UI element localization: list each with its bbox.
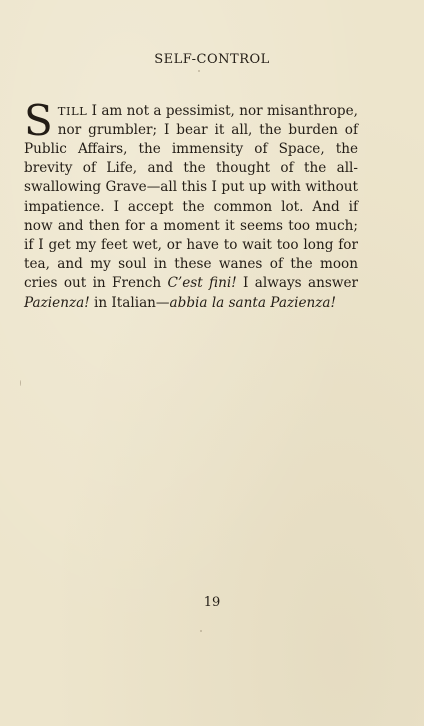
text-segment: I always answer	[236, 275, 358, 292]
text-segment: in Italian—	[89, 294, 170, 311]
drop-cap: S	[24, 95, 53, 145]
body-paragraph	[24, 95, 358, 313]
italic-phrase: C’est fini!	[167, 275, 237, 292]
italic-phrase: abbia la santa Pazienza!	[169, 294, 336, 311]
running-head: SELF-CONTROL	[154, 52, 270, 67]
text-segment: I am not a pessimist, nor misanthrope, nor grumbler; I bear it all, the burden of Public Affairs, the immensity of Space, the brevity of Life, and the thought of the all-swallowing Grave—all this I put up with without impatience. I accept the common lot. And if now and then for a moment it seems too much; if I get my feet wet, or have to wait too long for tea, and my soul in these wanes of the moon cries out in French	[24, 102, 358, 292]
page-number: 19	[203, 595, 221, 610]
paper-speck	[198, 70, 200, 72]
lead-smallcaps: TILL	[57, 103, 88, 118]
italic-phrase: Pazienza!	[24, 294, 90, 311]
paper-speck	[200, 630, 202, 632]
paper-speck	[20, 380, 21, 386]
